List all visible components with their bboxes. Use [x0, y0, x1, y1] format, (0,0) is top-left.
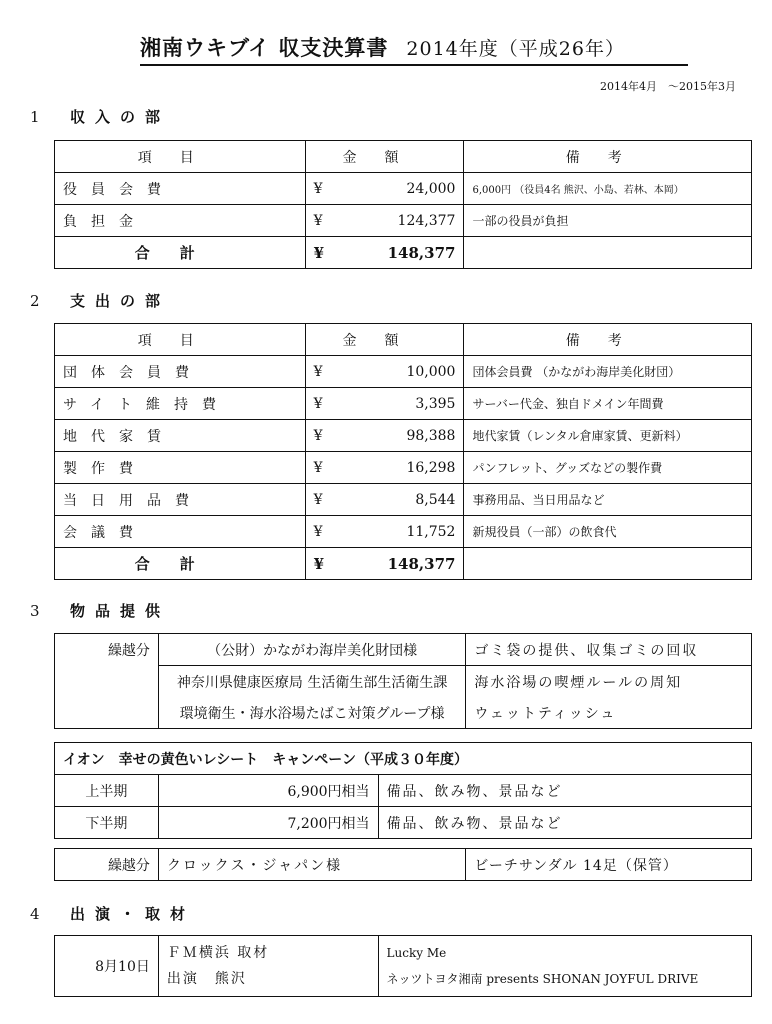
carry-over-label: 繰越分 — [55, 634, 159, 666]
currency-symbol: ¥ — [313, 459, 323, 476]
currency-symbol: ¥ — [313, 180, 323, 197]
total-label: 合計 — [55, 237, 306, 269]
expense-item: 当日用品費 — [55, 484, 306, 516]
section-label: 支出の部 — [70, 292, 171, 310]
expense-amount: 98,388 — [406, 427, 456, 444]
media-left-line1: ＦＭ横浜 取材 — [166, 945, 270, 961]
donor: クロックス・ジャパン様 — [158, 849, 466, 881]
campaign-period: 上半期 — [55, 775, 159, 807]
expense-item: 会議費 — [55, 516, 306, 548]
document-title — [140, 32, 688, 66]
provided-item: ウェットティッシュ — [466, 697, 752, 729]
header-amount: 金額 — [305, 141, 464, 173]
section-number: 2 — [30, 292, 40, 310]
campaign-item: 備品、飲み物、景品など — [378, 775, 751, 807]
expense-amount: 3,395 — [415, 395, 456, 412]
goods-table-2 — [54, 848, 752, 881]
currency-symbol: ¥ — [313, 427, 323, 444]
section-label: 収入の部 — [70, 108, 171, 126]
currency-symbol: ¥ — [313, 363, 323, 380]
media-program-sponsor: ネッツトヨタ湘南 presents SHONAN JOYFUL DRIVE — [386, 972, 699, 986]
table-row — [55, 173, 752, 205]
title-text: 湘南ウキブイ 収支決算書 — [140, 35, 389, 60]
table-row — [55, 452, 752, 484]
income-amount: 24,000 — [406, 180, 456, 197]
currency-symbol: ¥ — [313, 523, 323, 540]
income-note: 6,000円 （役員4名 熊沢、小島、若林、本岡） — [464, 173, 752, 205]
media-program: Lucky Me — [386, 946, 447, 960]
expense-total-row — [55, 548, 752, 580]
total-label: 合計 — [55, 548, 306, 580]
campaign-amount: 6,900円相当 — [158, 775, 378, 807]
expense-note: 団体会員費 （かながわ海岸美化財団） — [464, 356, 752, 388]
income-table — [54, 140, 752, 269]
income-total-row — [55, 237, 752, 269]
currency-symbol: ¥ — [313, 554, 325, 573]
section-income-heading — [30, 106, 170, 127]
header-note: 備考 — [464, 141, 752, 173]
table-row — [55, 516, 752, 548]
expense-note: 地代家賃（レンタル倉庫家賃、更新料） — [464, 420, 752, 452]
currency-symbol: ¥ — [313, 491, 323, 508]
table-row — [55, 936, 752, 997]
table-row — [55, 484, 752, 516]
table-row — [55, 634, 752, 666]
campaign-item: 備品、飲み物、景品など — [378, 807, 751, 839]
table-row — [55, 205, 752, 237]
income-note: 一部の役員が負担 — [464, 205, 752, 237]
expense-item: 団体会員費 — [55, 356, 306, 388]
table-row — [55, 697, 752, 729]
currency-symbol: ¥ — [313, 395, 323, 412]
section-number: 1 — [30, 108, 40, 126]
campaign-period: 下半期 — [55, 807, 159, 839]
currency-symbol: ¥ — [313, 243, 325, 262]
header-item: 項目 — [55, 141, 306, 173]
expense-note: 新規役員（一部）の飲食代 — [464, 516, 752, 548]
section-goods-heading — [30, 600, 170, 621]
expense-note: パンフレット、グッズなどの製作費 — [464, 452, 752, 484]
campaign-amount: 7,200円相当 — [158, 807, 378, 839]
section-expense-heading — [30, 290, 170, 311]
expense-note: 事務用品、当日用品など — [464, 484, 752, 516]
expense-amount: 16,298 — [406, 459, 456, 476]
currency-symbol: ¥ — [313, 212, 323, 229]
expense-item: 製作費 — [55, 452, 306, 484]
table-row — [55, 420, 752, 452]
expense-amount: 10,000 — [406, 363, 456, 380]
goods-table-1 — [54, 633, 752, 729]
income-item: 役員会費 — [55, 173, 306, 205]
table-row — [55, 849, 752, 881]
provided-item: ゴミ袋の提供、収集ゴミの回収 — [466, 634, 752, 666]
donor: 神奈川県健康医療局 生活衛生部生活衛生課 — [158, 666, 466, 698]
section-number: 4 — [30, 905, 40, 923]
expense-item: サイト維持費 — [55, 388, 306, 420]
carry-over-label: 繰越分 — [55, 849, 159, 881]
provided-item: ビーチサンダル 14足（保管） — [466, 849, 752, 881]
table-row — [55, 775, 752, 807]
section-number: 3 — [30, 602, 40, 620]
expense-table — [54, 323, 752, 580]
expense-note: サーバー代金、独自ドメイン年間費 — [464, 388, 752, 420]
header-item: 項目 — [55, 324, 306, 356]
header-note: 備考 — [464, 324, 752, 356]
media-table — [54, 935, 752, 997]
expense-amount: 11,752 — [406, 523, 456, 540]
fiscal-year: 2014年度（平成26年） — [406, 38, 625, 60]
table-row — [55, 388, 752, 420]
expense-item: 地代家賃 — [55, 420, 306, 452]
table-row — [55, 666, 752, 698]
income-item: 負担金 — [55, 205, 306, 237]
aeon-campaign-table — [54, 742, 752, 839]
donor: （公財）かながわ海岸美化財団様 — [158, 634, 466, 666]
media-left-line2: 出演 熊沢 — [166, 971, 247, 987]
period: 2014年4月 ～2015年3月 — [600, 80, 736, 93]
section-media-heading — [30, 903, 195, 924]
donor: 環境衛生・海水浴場たばこ対策グループ様 — [158, 697, 466, 729]
section-label: 物品提供 — [70, 602, 171, 620]
income-total-amount: 148,377 — [387, 243, 456, 262]
header-amount: 金額 — [305, 324, 464, 356]
table-row — [55, 807, 752, 839]
section-label: 出演・取材 — [70, 905, 196, 923]
provided-item: 海水浴場の喫煙ルールの周知 — [466, 666, 752, 698]
table-row — [55, 356, 752, 388]
media-date: 8月10日 — [55, 936, 159, 997]
expense-amount: 8,544 — [415, 491, 456, 508]
campaign-title: イオン 幸せの黄色いレシート キャンペーン（平成３０年度） — [55, 743, 752, 775]
expense-total-amount: 148,377 — [387, 554, 456, 573]
income-amount: 124,377 — [397, 212, 456, 229]
